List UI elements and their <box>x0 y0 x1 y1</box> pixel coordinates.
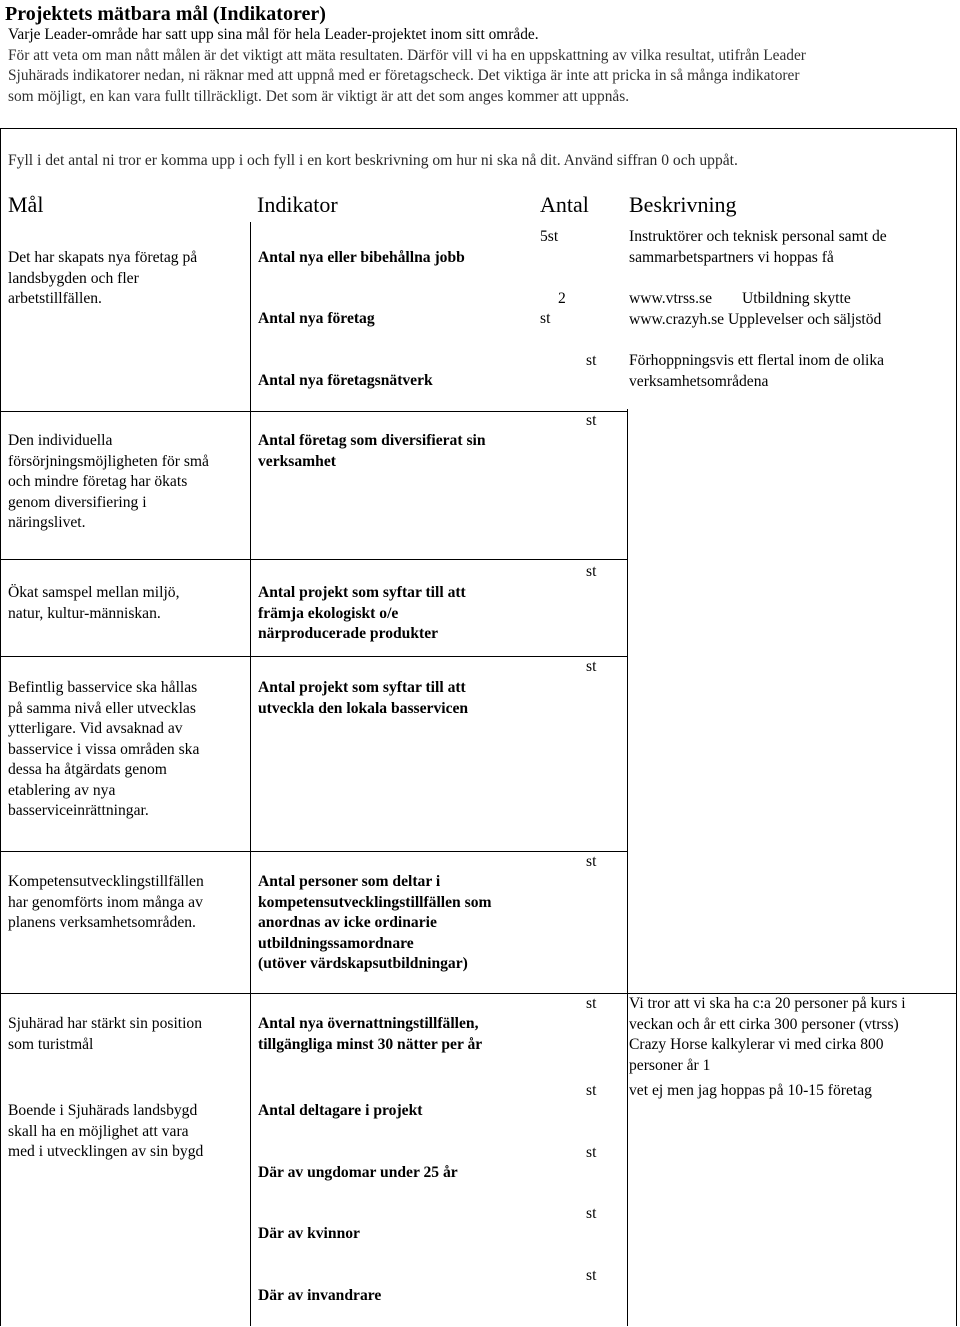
goal-line: Det har skapats nya företag på <box>8 249 198 266</box>
indicator-line: Antal företag som diversifierat sin <box>258 432 486 449</box>
indicator-label <box>258 872 491 975</box>
amount-unit: st <box>586 1205 597 1222</box>
goal-line: etablering av nya <box>8 781 116 799</box>
amount-unit: st <box>586 1144 597 1161</box>
indicator-label: Där av kvinnor <box>258 1225 360 1242</box>
amount-unit: st <box>586 563 597 580</box>
amount-value[interactable]: 5st <box>540 228 559 245</box>
indicator-label: Där av ungdomar under 25 år <box>258 1164 458 1181</box>
intro-text <box>8 25 953 107</box>
indicator-label <box>258 678 468 719</box>
column-divider <box>250 222 251 1326</box>
description-line: verksamhetsområdena <box>629 372 769 390</box>
indicator-line: Antal personer som deltar i <box>258 873 441 890</box>
description-text[interactable] <box>629 227 887 268</box>
goal-line: skall ha en möjlighet att vara <box>8 1122 189 1140</box>
goal-line: natur, kultur-människan. <box>8 604 161 622</box>
goal-line: har genomförts inom många av <box>8 893 203 911</box>
goal-line: genom diversifiering i <box>8 493 147 511</box>
page-title: Projektets mätbara mål (Indikatorer) <box>5 3 326 25</box>
description-text[interactable] <box>629 351 884 392</box>
indicator-line: verksamhet <box>258 452 336 470</box>
goal-line: landsbygden och fler <box>8 269 139 287</box>
goal-line: och mindre företag har ökats <box>8 473 188 490</box>
column-divider <box>627 409 628 993</box>
goal-line: basserviceinrättningar. <box>8 802 149 819</box>
divider <box>0 559 628 560</box>
description-line: Instruktörer och teknisk personal samt de <box>629 228 887 245</box>
goal-line: Befintlig basservice ska hållas <box>8 679 198 696</box>
amount-unit: st <box>586 1267 597 1284</box>
goal-line: basservice i vissa områden ska <box>8 740 200 758</box>
description-text[interactable]: vet ej men jag hoppas på 10-15 företag <box>629 1082 872 1099</box>
indicator-line: Antal projekt som syftar till att <box>258 679 466 696</box>
indicator-label <box>258 431 486 472</box>
goal-line: planens verksamhetsområden. <box>8 914 196 931</box>
description-fragment: Utbildning skytte <box>742 290 851 307</box>
divider <box>0 656 628 657</box>
amount-unit: st <box>586 412 597 429</box>
amount-unit: st <box>586 853 597 870</box>
goal-text <box>8 583 180 624</box>
amount-unit: st <box>586 352 597 369</box>
goal-text <box>8 678 199 822</box>
goal-line: ytterligare. Vid avsaknad av <box>8 720 183 737</box>
indicator-line: främja ekologiskt o/e <box>258 604 399 622</box>
goal-text <box>8 1101 203 1163</box>
goal-line: på samma nivå eller utvecklas <box>8 699 196 717</box>
indicator-line: kompetensutvecklingstillfällen som <box>258 893 492 911</box>
description-text[interactable] <box>629 994 906 1076</box>
header-mal: Mål <box>8 192 44 217</box>
goal-text <box>8 248 197 310</box>
header-indikator: Indikator <box>257 192 338 217</box>
goal-line: näringslivet. <box>8 514 86 531</box>
amount-unit: st <box>540 310 551 327</box>
indicator-label: Där av invandrare <box>258 1287 382 1304</box>
indicator-label: Antal nya företag <box>258 310 375 327</box>
amount-unit: st <box>586 995 597 1012</box>
indicator-label <box>258 1014 482 1055</box>
intro-line: För att veta om man nått målen är det viktigt att mäta resultaten. Därför vill vi ha en uppskattning av vilka resultat, utifrån Leader <box>8 46 806 64</box>
description-line: Vi tror att vi ska ha c:a 20 personer på kurs i <box>629 995 906 1012</box>
goal-line: som turistmål <box>8 1035 94 1053</box>
indicator-line: Antal nya övernattningstillfällen, <box>258 1015 479 1032</box>
divider <box>0 411 628 412</box>
header-antal: Antal <box>540 192 589 217</box>
instruction-text: Fyll i det antal ni tror er komma upp i och fyll i en kort beskrivning om hur ni ska nå dit. Använd siffran 0 och uppåt. <box>8 152 738 169</box>
goal-line: med i utvecklingen av sin bygd <box>8 1143 204 1160</box>
indicator-line: utbildningssamordnare <box>258 934 414 952</box>
intro-line: Sjuhärads indikatorer nedan, ni räknar med att uppnå med er företagscheck. Det viktiga är inte att pricka in så många indikatorer <box>8 67 800 84</box>
goal-line: Boende i Sjuhärads landsbygd <box>8 1102 198 1119</box>
description-line: Crazy Horse kalkylerar vi med cirka 800 <box>629 1036 884 1053</box>
description-line: sammarbetspartners vi hoppas få <box>629 248 834 266</box>
indicator-label: Antal deltagare i projekt <box>258 1102 423 1119</box>
amount-value[interactable]: 2 <box>558 290 566 307</box>
description-line: www.crazyh.se Upplevelser och säljstöd <box>629 310 882 328</box>
indicator-line: tillgängliga minst 30 nätter per år <box>258 1035 483 1053</box>
goal-line: Ökat samspel mellan miljö, <box>8 584 180 601</box>
description-line <box>629 289 881 310</box>
goal-text <box>8 431 209 534</box>
indicator-label: Antal nya företagsnätverk <box>258 372 433 389</box>
goal-line: Kompetensutvecklingstillfällen <box>8 873 204 890</box>
amount-unit: st <box>586 658 597 675</box>
indicator-label <box>258 583 466 645</box>
divider <box>0 851 628 852</box>
indicator-line: anordnas av icke ordinarie <box>258 914 437 931</box>
goal-text <box>8 1014 202 1055</box>
description-line: personer år 1 <box>629 1056 711 1074</box>
goal-line: försörjningsmöjligheten för små <box>8 452 209 470</box>
goal-line: Den individuella <box>8 432 113 449</box>
goal-line: arbetstillfällen. <box>8 290 102 307</box>
description-text[interactable] <box>629 289 881 330</box>
amount-unit: st <box>586 1082 597 1099</box>
indicator-line: (utöver värdskapsutbildningar) <box>258 955 468 972</box>
header-beskrivning: Beskrivning <box>629 192 737 217</box>
intro-line: Varje Leader-område har satt upp sina mål för hela Leader-projektet inom sitt område. <box>8 26 539 43</box>
intro-line: som möjligt, en kan vara fullt tillräckligt. Det som är viktigt är att det som anges kommer att uppnås. <box>8 87 630 105</box>
goal-line: Sjuhärad har stärkt sin position <box>8 1015 203 1032</box>
goal-line: dessa ha åtgärdats genom <box>8 761 167 778</box>
indicator-label: Antal nya eller bibehållna jobb <box>258 249 465 266</box>
indicator-line: Antal projekt som syftar till att <box>258 584 466 601</box>
goal-text <box>8 872 204 934</box>
description-line: Förhoppningsvis ett flertal inom de olika <box>629 352 885 369</box>
indicator-line: utveckla den lokala basservicen <box>258 699 469 717</box>
column-divider <box>627 993 628 1326</box>
indicator-line: närproducerade produkter <box>258 625 439 642</box>
description-line: veckan och år ett cirka 300 personer (vtrss) <box>629 1015 899 1033</box>
link-text: www.vtrss.se <box>629 290 713 307</box>
